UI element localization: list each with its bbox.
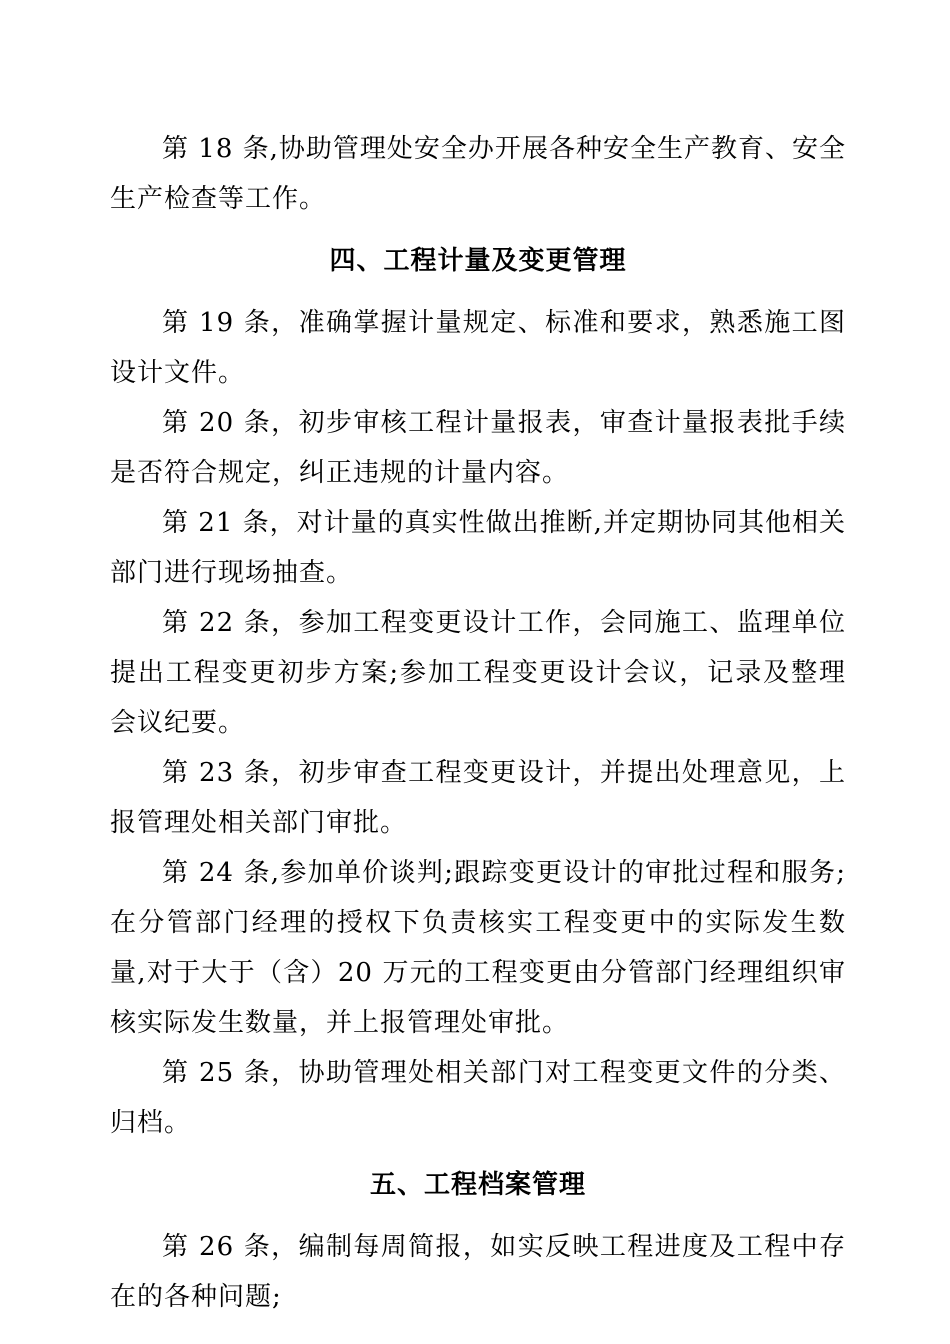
article-26: 第 26 条，编制每周简报，如实反映工程进度及工程中存在的各种问题; [110,1232,846,1312]
article-23: 第 23 条，初步审查工程变更设计，并提出处理意见，上报管理处相关部门审批。 [110,758,846,838]
section-heading-4: 四、工程计量及变更管理 [329,246,627,276]
document-page [110,124,846,1322]
section-heading-5: 五、工程档案管理 [369,1170,586,1200]
article-19: 第 19 条，准确掌握计量规定、标准和要求，熟悉施工图设计文件。 [110,308,846,388]
article-20: 第 20 条，初步审核工程计量报表，审查计量报表批手续是否符合规定，纠正违规的计量内容。 [110,408,846,488]
article-25: 第 25 条，协助管理处相关部门对工程变更文件的分类、归档。 [110,1058,846,1138]
article-21: 第 21 条，对计量的真实性做出推断,并定期协同其他相关部门进行现场抽查。 [110,508,846,588]
article-18: 第 18 条,协助管理处安全办开展各种安全生产教育、安全生产检查等工作。 [110,134,846,214]
article-22: 第 22 条，参加工程变更设计工作，会同施工、监理单位提出工程变更初步方案;参加工程变更设计会议，记录及整理会议纪要。 [110,608,846,738]
article-24: 第 24 条,参加单价谈判;跟踪变更设计的审批过程和服务;在分管部门经理的授权下负责核实工程变更中的实际发生数量,对于大于（含）20 万元的工程变更由分管部门经理组织审核实际发生数量，并上报管理处审批。 [110,858,846,1038]
